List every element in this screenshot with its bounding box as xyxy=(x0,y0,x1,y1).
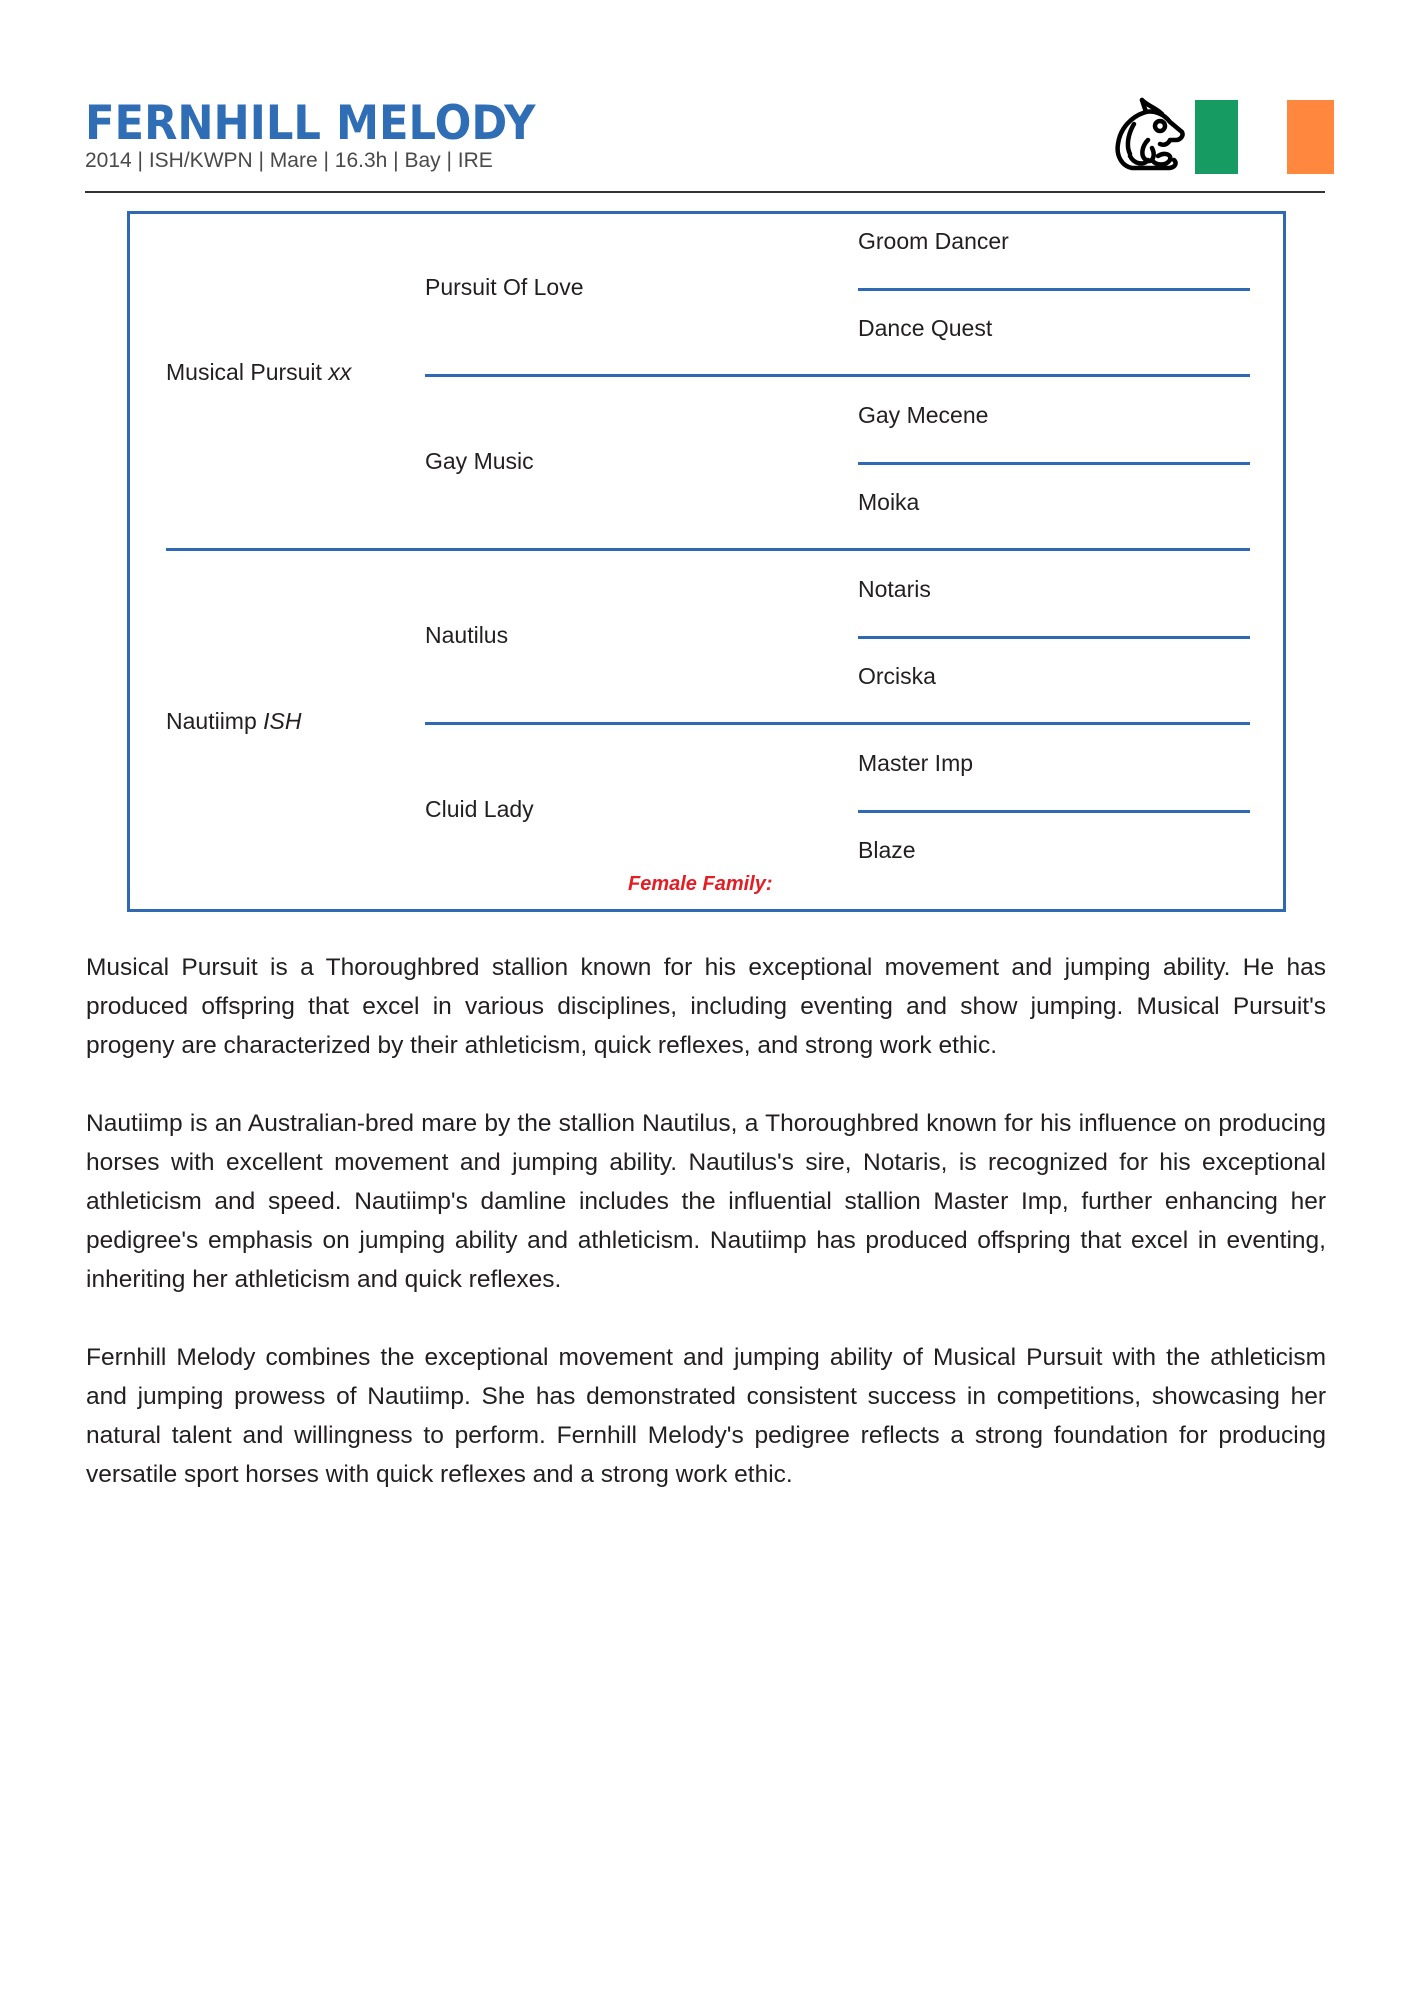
gen3-divider-3 xyxy=(858,636,1250,639)
sire-sire-name: Pursuit Of Love xyxy=(425,274,584,300)
horse-head-icon xyxy=(1112,94,1188,174)
gen3-name: Groom Dancer xyxy=(858,228,1009,254)
gen3-name: Gay Mecene xyxy=(858,402,989,428)
header-divider xyxy=(85,191,1325,193)
gen3-name: Dance Quest xyxy=(858,315,993,341)
gen3-name: Moika xyxy=(858,489,920,515)
sire-description: Musical Pursuit is a Thoroughbred stallion known for his exceptional movement and jumping ability. He has produced offspring that excel in various disciplines, including eventing and show jumping. Musical Pursuit's progeny are characterized by their athleticism, quick reflexes, and strong work ethic. xyxy=(86,954,1326,1059)
gen3-name: Master Imp xyxy=(858,750,974,776)
dam-name: Nautiimp ISH xyxy=(166,708,302,734)
flag-green-band xyxy=(1195,100,1238,174)
flag-white-band xyxy=(1238,100,1287,174)
gen2-divider-sire xyxy=(425,374,1250,377)
sire-name: Musical Pursuit xx xyxy=(166,359,352,385)
gen3-name: Orciska xyxy=(858,663,936,689)
horse-details-subtitle: 2014 | ISH/KWPN | Mare | 16.3h | Bay | IRE xyxy=(85,149,493,172)
gen2-divider-dam xyxy=(425,722,1250,725)
ireland-flag xyxy=(1195,100,1334,174)
gen3-name: Blaze xyxy=(858,837,916,863)
dam-description: Nautiimp is an Australian-bred mare by the stallion Nautilus, a Thoroughbred known for his influence on producing horses with excellent movement and jumping ability. Nautilus's sire, Notaris, is recognized for his exceptional athleticism and speed. Nautiimp's damline includes the influential stallion Master Imp, further enhancing her pedigree's emphasis on jumping ability and athleticism. Nautiimp has produced offspring that excel in eventing, inheriting her athleticism and quick reflexes. xyxy=(86,1110,1326,1293)
gen1-divider xyxy=(166,548,1250,551)
gen3-divider-4 xyxy=(858,810,1250,813)
horse-summary: Fernhill Melody combines the exceptional movement and jumping ability of Musical Pursuit with the athleticism and jumping prowess of Nautiimp. She has demonstrated consistent success in competitions, showcasing her natural talent and willingness to perform. Fernhill Melody's pedigree reflects a strong foundation for producing versatile sport horses with quick reflexes and a strong work ethic. xyxy=(86,1344,1326,1488)
dam-breed-suffix: ISH xyxy=(263,708,302,734)
dam-sire-name: Nautilus xyxy=(425,622,509,648)
dam-dam-name: Cluid Lady xyxy=(425,796,534,822)
female-family-label: Female Family: xyxy=(628,873,773,895)
gen3-divider-2 xyxy=(858,462,1250,465)
gen3-name: Notaris xyxy=(858,576,931,602)
horse-name-title: FERNHILL MELODY xyxy=(85,96,536,151)
sire-breed-suffix: xx xyxy=(328,359,352,385)
pedigree-chart xyxy=(127,211,1286,912)
gen3-divider-1 xyxy=(858,288,1250,291)
flag-orange-band xyxy=(1287,100,1334,174)
sire-dam-name: Gay Music xyxy=(425,448,534,474)
